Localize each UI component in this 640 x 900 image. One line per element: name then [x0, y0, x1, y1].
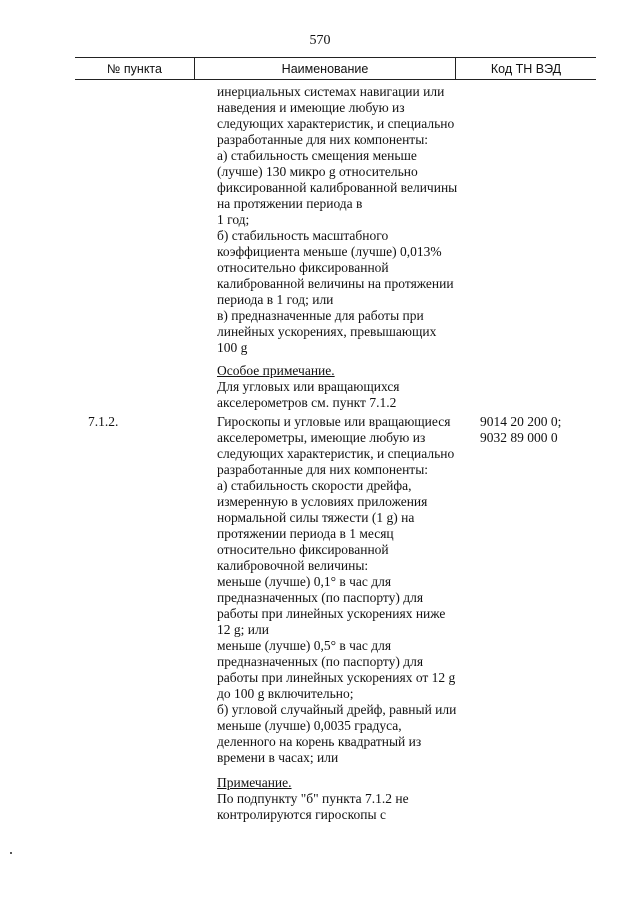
item-712-text — [217, 414, 482, 766]
text-line: разработанные для них компоненты: — [217, 462, 429, 477]
text-line: контролируются гироскопы с — [217, 807, 386, 822]
text-line: а) стабильность смещения меньше — [217, 148, 417, 163]
text-line: относительно фиксированной — [217, 260, 389, 275]
text-line: б) стабильность масштабного — [217, 228, 389, 243]
special-note — [217, 363, 482, 411]
text-line: акселерометры, имеющие любую из — [217, 430, 426, 445]
text-line: б) угловой случайный дрейф, равный или — [217, 702, 457, 717]
text-line: деленного на корень квадратный из — [217, 734, 422, 749]
text-line: предназначенных (по паспорту) для — [217, 590, 424, 605]
scan-speck — [10, 852, 12, 854]
text-line: калиброванной величины на протяжении — [217, 276, 454, 291]
text-line: периода в 1 год; или — [217, 292, 334, 307]
text-line: наведения и имеющие любую из — [217, 100, 405, 115]
text-line: 1 год; — [217, 212, 250, 227]
text-line: По подпункту "б" пункта 7.1.2 не — [217, 791, 409, 806]
block1-text — [217, 84, 482, 356]
header-item-number: № пункта — [75, 58, 195, 80]
text-line: меньше (лучше) 0,1° в час для — [217, 574, 392, 589]
text-line: (лучше) 130 микро g относительно — [217, 164, 418, 179]
text-line: следующих характеристик, и специально — [217, 116, 455, 131]
text-line: нормальной силы тяжести (1 g) на — [217, 510, 415, 525]
text-line: фиксированной калиброванной величины — [217, 180, 458, 195]
text-line: работы при линейных ускорениях ниже — [217, 606, 446, 621]
text-line: калибровочной величины: — [217, 558, 369, 573]
text-line: относительно фиксированной — [217, 542, 389, 557]
text-line: коэффициента меньше (лучше) 0,013% — [217, 244, 442, 259]
text-line: 12 g; или — [217, 622, 269, 637]
text-line: до 100 g включительно; — [217, 686, 354, 701]
special-note-title: Особое примечание. — [217, 363, 335, 378]
text-line: разработанные для них компоненты: — [217, 132, 429, 147]
page-number: 570 — [309, 33, 331, 48]
text-line: акселерометров см. пункт 7.1.2 — [217, 395, 397, 410]
text-line: а) стабильность скорости дрейфа, — [217, 478, 412, 493]
text-line: предназначенных (по паспорту) для — [217, 654, 424, 669]
note-title: Примечание. — [217, 775, 292, 790]
text-line: в) предназначенные для работы при — [217, 308, 424, 323]
note — [217, 775, 482, 823]
code-line: 9014 20 200 0; — [480, 414, 562, 429]
text-line: меньше (лучше) 0,5° в час для — [217, 638, 392, 653]
item-codes — [480, 414, 561, 446]
text-line: меньше (лучше) 0,0035 градуса, — [217, 718, 402, 733]
text-line: 100 g — [217, 340, 248, 355]
item-number: 7.1.2. — [88, 414, 119, 429]
text-line: работы при линейных ускорениях от 12 g — [217, 670, 456, 685]
text-line: на протяжении периода в — [217, 196, 363, 211]
header-name: Наименование — [195, 58, 456, 80]
code-line: 9032 89 000 0 — [480, 430, 558, 445]
text-line: инерциальных системах навигации или — [217, 84, 445, 99]
text-line: измеренную в условиях приложения — [217, 494, 428, 509]
header-code: Код ТН ВЭД — [456, 58, 597, 80]
table-header — [75, 57, 596, 80]
text-line: Гироскопы и угловые или вращающиеся — [217, 414, 451, 429]
text-line: Для угловых или вращающихся — [217, 379, 400, 394]
text-line: протяжении периода в 1 месяц — [217, 526, 394, 541]
text-line: времени в часах; или — [217, 750, 339, 765]
text-line: линейных ускорениях, превышающих — [217, 324, 437, 339]
text-line: следующих характеристик, и специально — [217, 446, 455, 461]
